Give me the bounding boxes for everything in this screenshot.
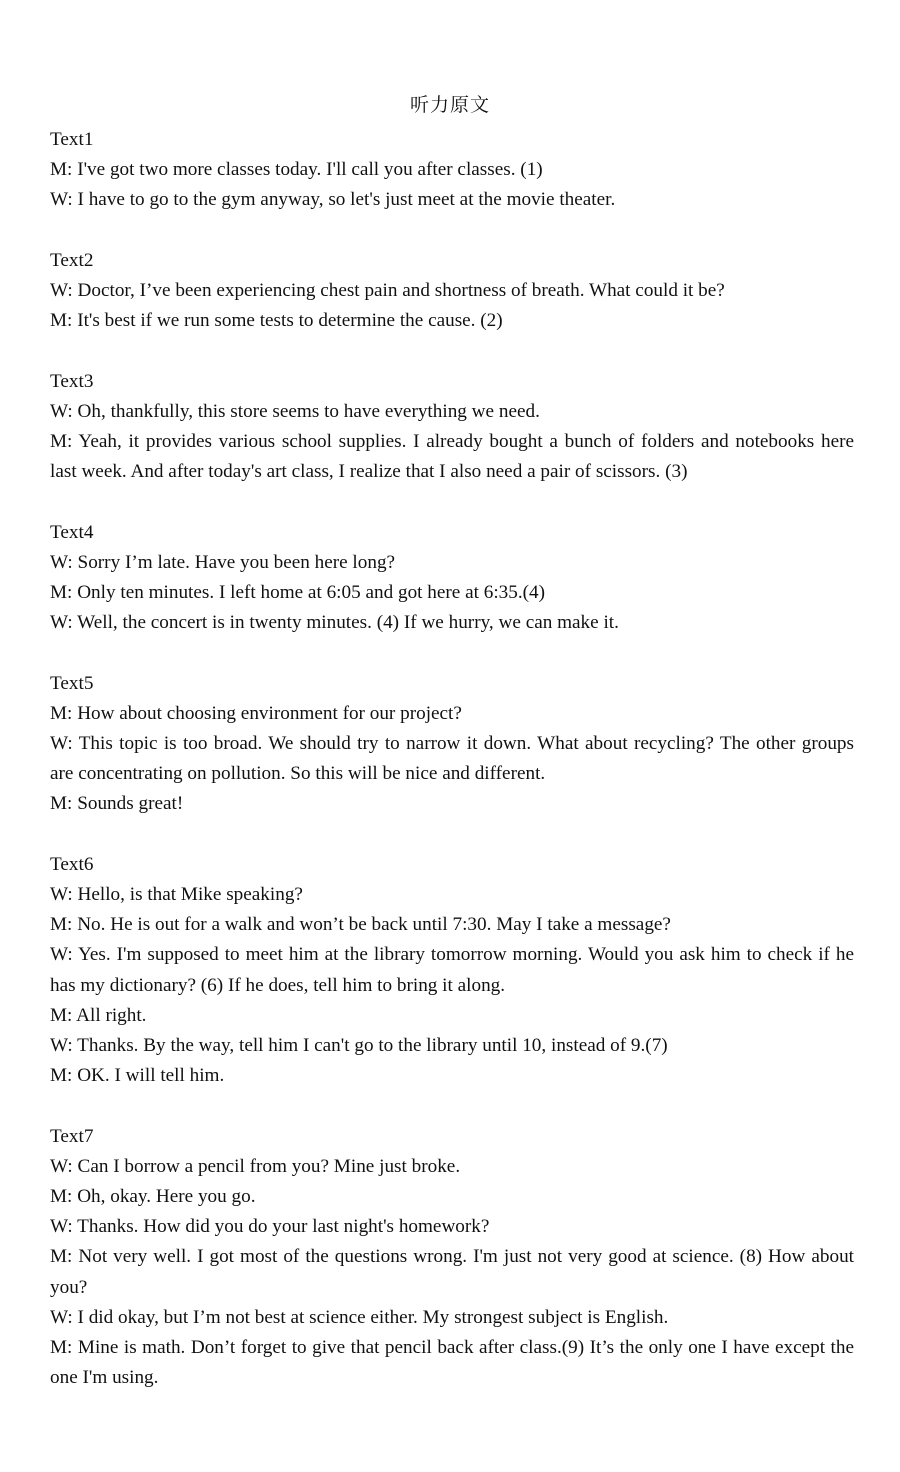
dialogue-line: M: I've got two more classes today. I'll call you after classes. (1)	[50, 159, 543, 181]
transcript-body	[50, 125, 854, 1424]
dialogue-line: M: Only ten minutes. I left home at 6:05 and got here at 6:35.(4)	[50, 582, 546, 603]
dialogue-line: W: Well, the concert is in twenty minutes. (4) If we hurry, we can make it.	[50, 612, 619, 634]
dialogue-line: M: Mine is math. Don’t forget to give that pencil back after class.(9) It’s the only one I have except the one I'm using.	[50, 1337, 854, 1389]
section-heading: Text2	[50, 249, 94, 271]
section-text5	[50, 669, 854, 820]
section-text1	[50, 125, 854, 216]
section-text2	[50, 246, 854, 337]
section-heading: Text7	[50, 1125, 94, 1147]
dialogue-line: W: Hello, is that Mike speaking?	[50, 884, 303, 905]
document-title: 听力原文	[409, 94, 490, 116]
dialogue-line: W: Can I borrow a pencil from you? Mine just broke.	[50, 1155, 461, 1177]
dialogue-line: W: Thanks. How did you do your last night's homework?	[50, 1216, 490, 1238]
dialogue-line: M: Sounds great!	[50, 793, 184, 815]
dialogue-line: W: Oh, thankfully, this store seems to have everything we need.	[50, 400, 540, 422]
section-heading: Text5	[50, 672, 94, 694]
dialogue-line: M: Oh, okay. Here you go.	[50, 1186, 256, 1208]
dialogue-line: W: I did okay, but I’m not best at science either. My strongest subject is English.	[50, 1306, 669, 1328]
dialogue-line: W: Thanks. By the way, tell him I can't go to the library until 10, instead of 9.(7)	[50, 1035, 668, 1057]
section-text6	[50, 850, 854, 1092]
section-heading: Text3	[50, 370, 94, 392]
dialogue-line: M: All right.	[50, 1004, 147, 1026]
section-heading: Text1	[50, 129, 94, 150]
section-text3	[50, 367, 854, 488]
dialogue-line: W: This topic is too broad. We should try to narrow it down. What about recycling? The other groups are concentrating on pollution. So this will be nice and different.	[50, 733, 854, 785]
section-text4	[50, 518, 854, 639]
dialogue-line: M: How about choosing environment for our project?	[50, 702, 462, 724]
dialogue-line: M: Not very well. I got most of the questions wrong. I'm just not very good at science. (8) How about you?	[50, 1246, 854, 1298]
section-heading: Text6	[50, 853, 94, 875]
dialogue-line: W: Doctor, I’ve been experiencing chest pain and shortness of breath. What could it be?	[50, 280, 725, 301]
dialogue-line: M: OK. I will tell him.	[50, 1065, 225, 1087]
dialogue-line: W: I have to go to the gym anyway, so let's just meet at the movie theater.	[50, 189, 616, 211]
dialogue-line: W: Yes. I'm supposed to meet him at the library tomorrow morning. Would you ask him to check if he has my dictionary? (6) If he does, tell him to bring it along.	[50, 944, 854, 996]
section-text7	[50, 1122, 854, 1394]
dialogue-line: M: Yeah, it provides various school supplies. I already bought a bunch of folders and notebooks here last week. And after today's art class, I realize that I also need a pair of scissors. (3)	[50, 431, 854, 483]
dialogue-line: W: Sorry I’m late. Have you been here long?	[50, 551, 396, 573]
dialogue-line: M: No. He is out for a walk and won’t be back until 7:30. May I take a message?	[50, 914, 671, 936]
dialogue-line: M: It's best if we run some tests to determine the cause. (2)	[50, 310, 503, 332]
section-heading: Text4	[50, 521, 94, 543]
